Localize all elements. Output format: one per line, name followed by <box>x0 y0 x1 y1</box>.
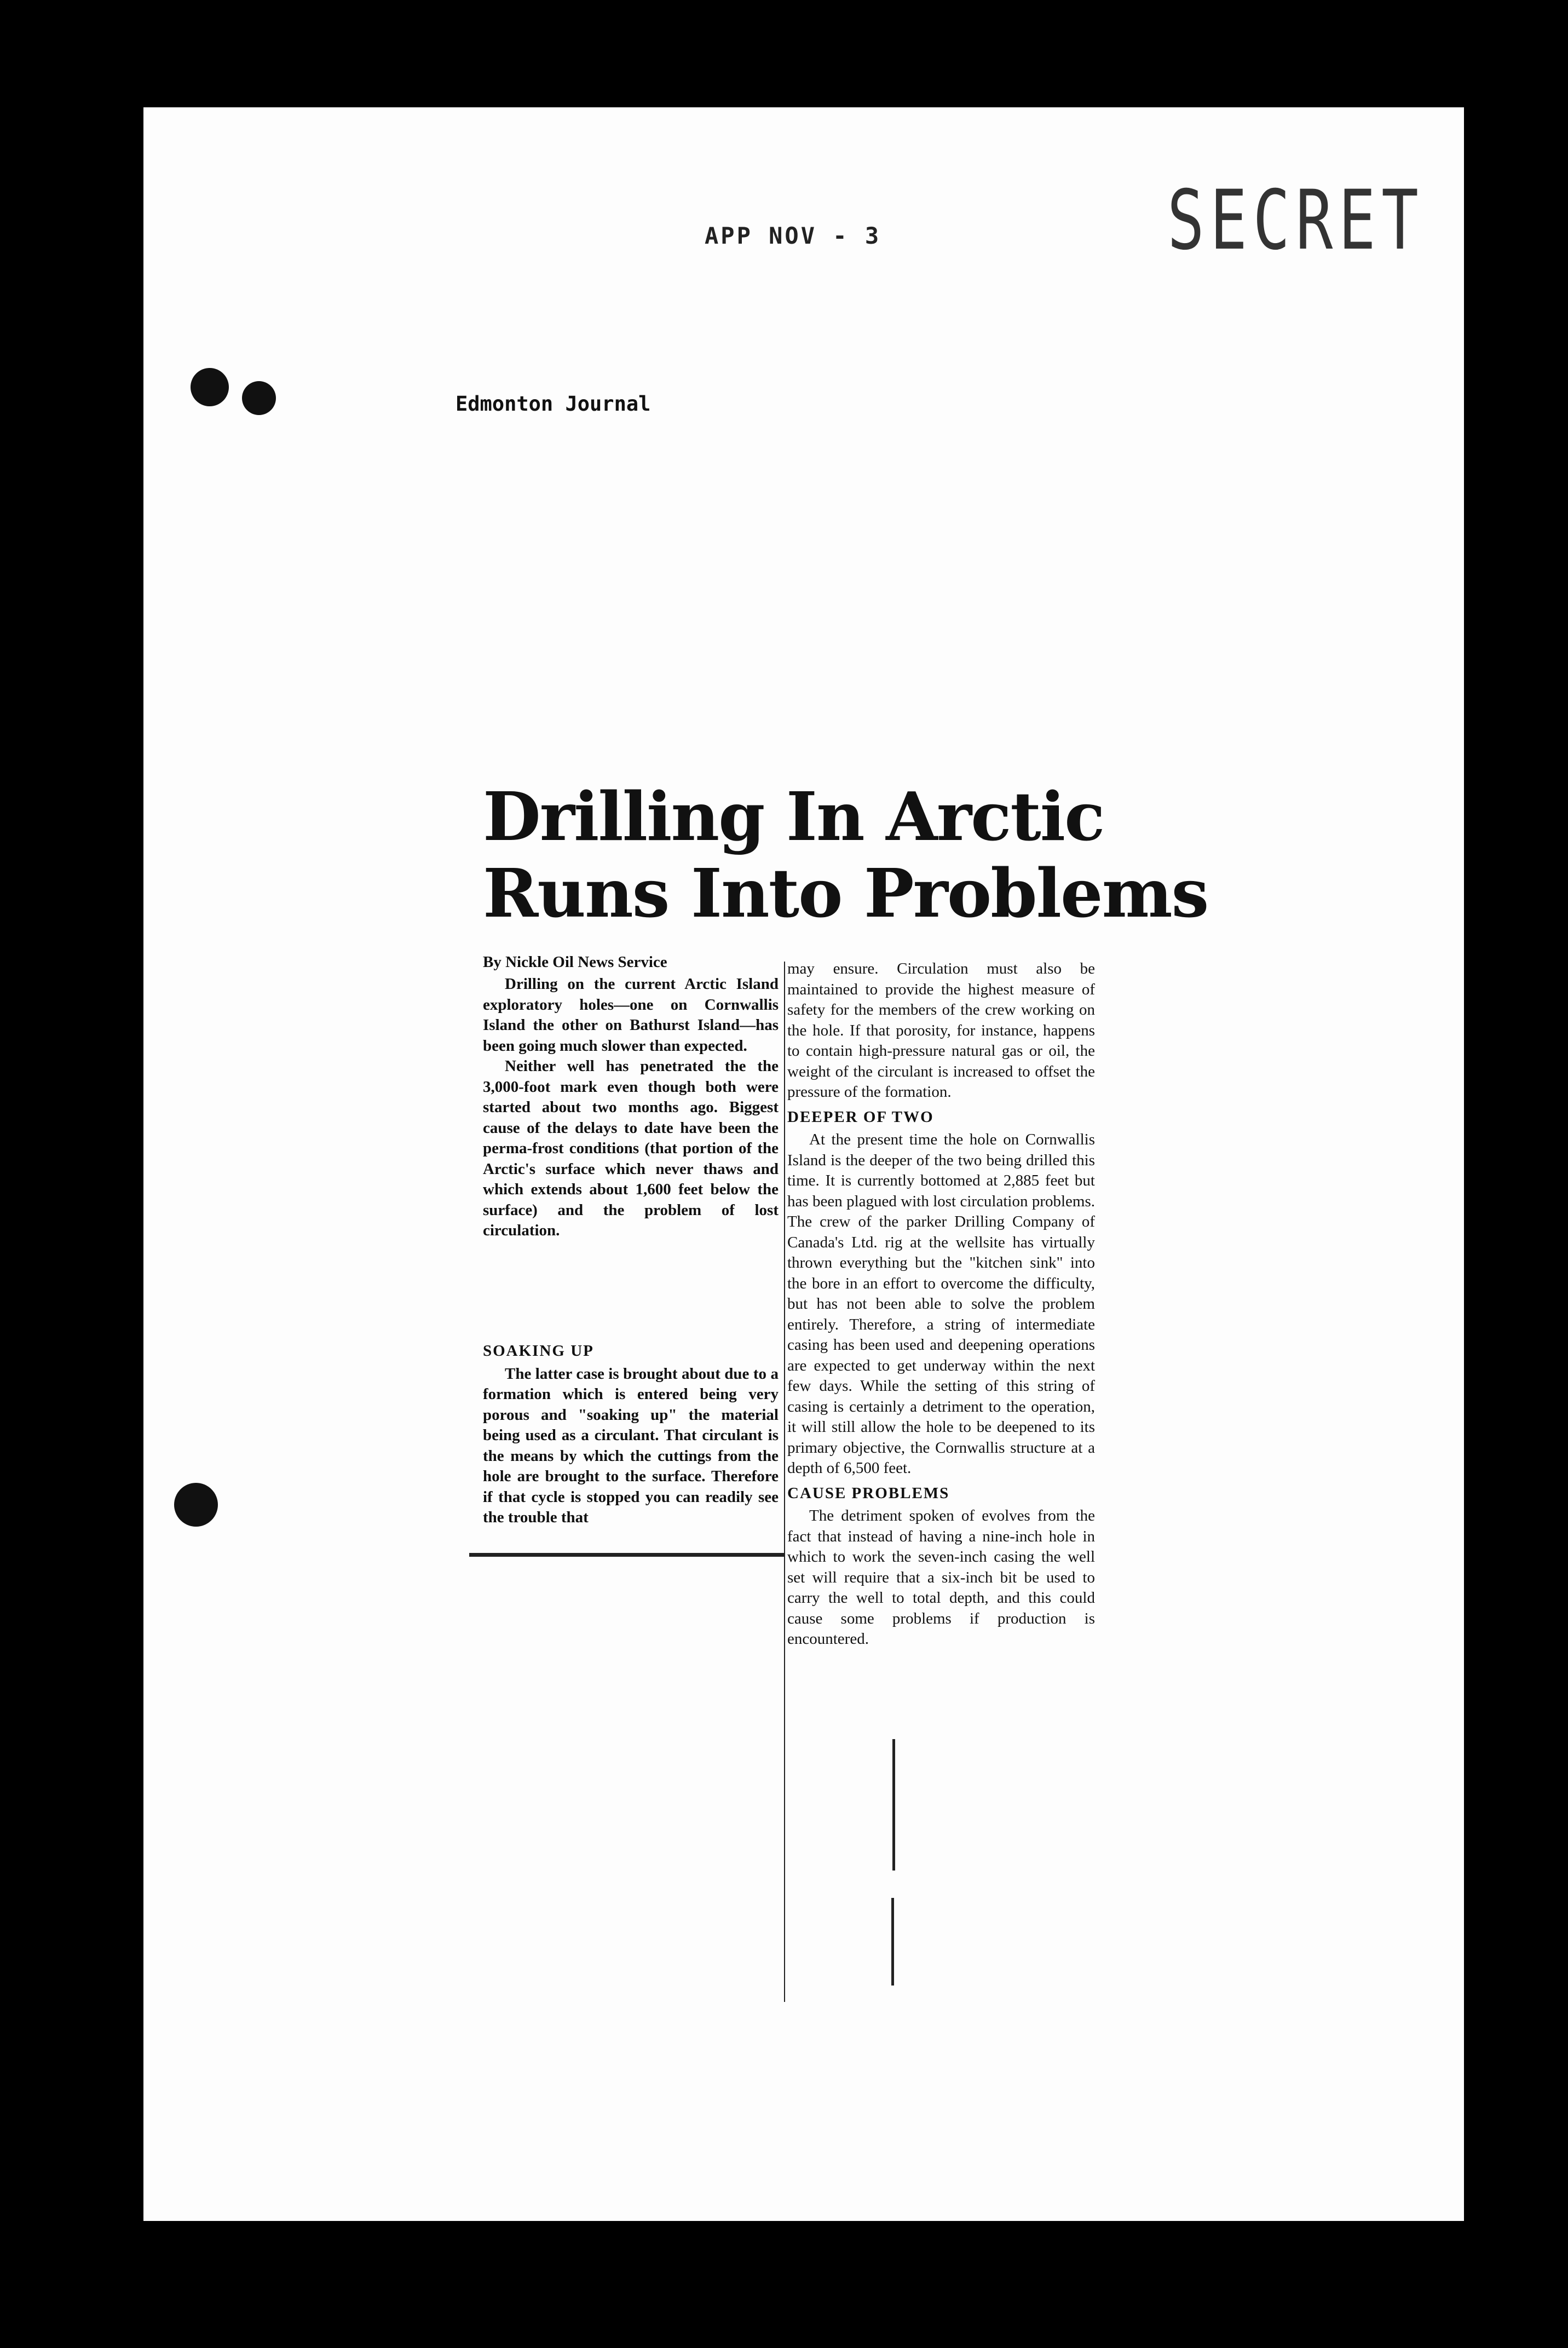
section-heading: SOAKING UP <box>483 1342 594 1360</box>
paragraph: At the present time the hole on Cornwallis Island is the deeper of the two being drilled this time. It is currently bottomed at 2,885 feet but has been plagued with lost circulation problems. The crew of the parker Drilling Company of Canada's Ltd. rig at the wellsite has virtually thrown everything but the "kitchen sink" into the bore in an effort to overcome the difficulty, but has not been able to solve the problem entirely. Therefore, a string of intermediate casing has been used and deepening operations are expected to get underway within the next few days. While the setting of this string of casing is certainly a detriment to the operation, it will still allow the hole to be deepened to its primary objective, the Cornwallis structure at a depth of 6,500 feet. <box>787 1131 1095 1477</box>
paragraph: The detriment spoken of evolves from the fact that instead of having a nine-inch hole in which to work the seven-inch casing the well set will require that a six-inch bit be used to carry the well to total depth, and this could cause some problems if production is encountered. <box>787 1507 1095 1648</box>
article-column-1 <box>483 974 779 1241</box>
section-heading: DEEPER OF TWO <box>787 1108 934 1126</box>
paragraph: The latter case is brought about due to a formation which is entered being very porous and "soaking up" the material being used as a circulant. That circulant is the means by which the cuttings from the hole are brought to the surface. Therefore if that cycle is stopped you can readily see the trouble that <box>483 1365 779 1526</box>
date-stamp: APP NOV - 3 <box>705 222 881 249</box>
column-rule <box>469 1553 784 1557</box>
document-page <box>143 107 1464 2221</box>
source-label: Edmonton Journal <box>456 392 651 416</box>
punch-hole <box>242 381 276 415</box>
article-column-1-lower <box>483 1337 779 1528</box>
clipping-edge <box>891 1898 894 1986</box>
byline: By Nickle Oil News Service <box>483 953 667 971</box>
headline-line: Drilling In Arctic <box>483 777 1104 856</box>
paragraph: Neither well has penetrated the the 3,000-foot mark even though both were started about two months ago. Biggest cause of the delays to date have been the perma-frost conditions (that portion of the Arctic's surface which never thaws and which extends about 1,600 feet below the surface) and the problem of lost circulation. <box>483 1057 779 1239</box>
paragraph: may ensure. Circulation must also be maintained to provide the highest measure of safety for the members of the crew working on the hole. If that porosity, for instance, happens to contain high-pressure natural gas or oil, the weight of the circulant is increased to offset the pressure of the formation. <box>787 960 1095 1101</box>
clipping-edge <box>892 1739 895 1871</box>
punch-hole <box>174 1483 218 1527</box>
headline-line: Runs Into Problems <box>483 854 1208 933</box>
section-heading: CAUSE PROBLEMS <box>787 1484 950 1502</box>
paragraph: Drilling on the current Arctic Island exploratory holes—one on Cornwallis Island the other on Bathurst Island—has been going much slower than expected. <box>483 975 779 1055</box>
article-column-2 <box>787 959 1095 1650</box>
column-divider <box>784 962 785 2002</box>
headline <box>483 778 1238 931</box>
punch-hole <box>191 368 229 406</box>
classification-stamp: SECRET <box>1167 173 1425 268</box>
